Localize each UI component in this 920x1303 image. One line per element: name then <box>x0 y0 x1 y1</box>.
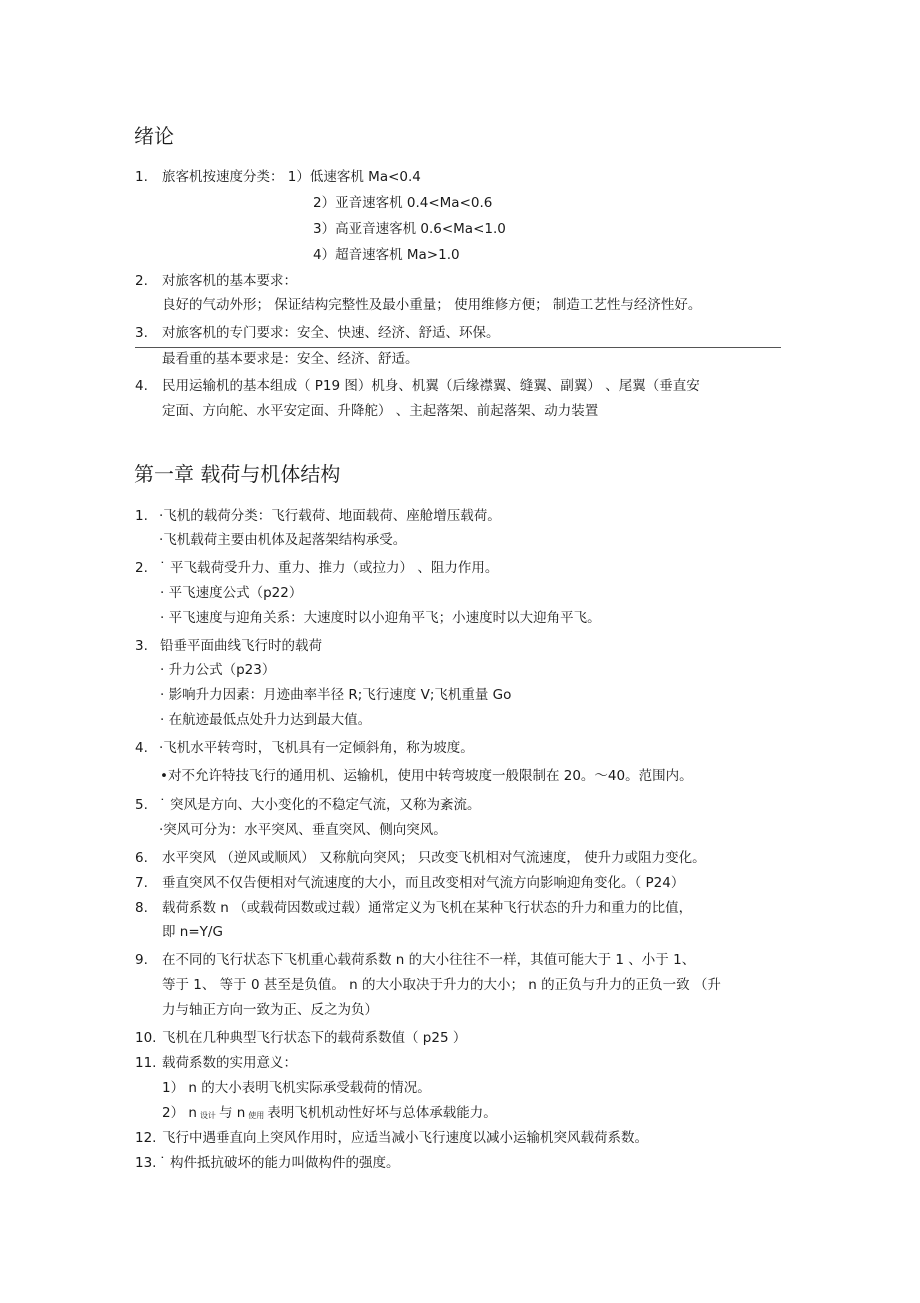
intro-item-1-sub3: 3）高亚音速客机 0.6<Ma<1.0 <box>313 221 506 237</box>
ch1-item-2-text: ˙ 平飞载荷受升力、重力、推力（或拉力） 、阻力作用。 <box>159 560 499 576</box>
intro-item-1-num: 1. <box>135 169 148 185</box>
ch1-item-11-sub2-post: 表明飞机机动性好坏与总体承载能力。 <box>267 1105 497 1121</box>
ch1-item-3-sub3: · 在航迹最低点处升力达到最大值。 <box>160 712 372 728</box>
ch1-item-11-sub2-mid: 与 n <box>218 1105 246 1121</box>
ch1-item-11-num: 11. <box>135 1055 157 1071</box>
ch1-item-9-cont2: 力与轴正方向一致为正、反之为负） <box>162 1002 378 1018</box>
ch1-item-3-num: 3. <box>135 638 148 654</box>
ch1-item-11-sub2 <box>162 1104 497 1125</box>
horizontal-rule <box>135 347 781 348</box>
ch1-item-4-sub: •对不允许特技飞行的通用机、运输机，使用中转弯坡度一般限制在 20。〜40。范围内。 <box>160 768 693 784</box>
intro-item-1-sub2: 2）亚音速客机 0.4<Ma<0.6 <box>313 195 493 211</box>
ch1-item-1-sub: ·飞机载荷主要由机体及起落架结构承受。 <box>159 532 407 548</box>
ch1-item-1-text: ·飞机的载荷分类：飞行载荷、地面载荷、座舱增压载荷。 <box>159 508 501 524</box>
intro-item-3-detail: 最看重的基本要求是：安全、经济、舒适。 <box>162 351 419 367</box>
intro-item-2-text: 对旅客机的基本要求： <box>162 273 297 289</box>
ch1-item-4-num: 4. <box>135 740 148 756</box>
intro-item-4-text: 民用运输机的基本组成（ P19 图）机身、机翼（后缘襟翼、缝翼、副翼） 、尾翼（垂直安 <box>162 378 700 394</box>
chapter1-heading: 第一章 载荷与机体结构 <box>134 462 341 486</box>
ch1-item-11-sub1: 1） n 的大小表明飞机实际承受载荷的情况。 <box>162 1080 431 1096</box>
intro-item-1-text: 旅客机按速度分类： 1）低速客机 Ma<0.4 <box>162 169 421 185</box>
ch1-item-3-sub2: · 影响升力因素：月迹曲率半径 R;飞行速度 V;飞机重量 Go <box>160 687 512 703</box>
ch1-item-10-num: 10. <box>135 1030 157 1046</box>
intro-item-3-text: 对旅客机的专门要求：安全、快速、经济、舒适、环保。 <box>162 325 500 341</box>
ch1-item-3-text: 铅垂平面曲线飞行时的载荷 <box>160 638 322 654</box>
ch1-item-8-formula: 即 n=Y/G <box>162 924 223 940</box>
ch1-item-12-num: 12. <box>135 1130 157 1146</box>
intro-item-4-cont: 定面、方向舵、水平安定面、升降舵） 、主起落架、前起落架、动力装置 <box>162 403 599 419</box>
ch1-item-11-text: 载荷系数的实用意义： <box>162 1055 297 1071</box>
ch1-item-11-sub2-pre: 2） n <box>162 1105 197 1121</box>
ch1-item-9-text: 在不同的飞行状态下飞机重心载荷系数 n 的大小往往不一样，其值可能大于 1 、小于 1、 <box>162 952 696 968</box>
ch1-item-13-text: ˙ 构件抵抗破坏的能力叫做构件的强度。 <box>159 1155 400 1171</box>
ch1-item-9-cont1: 等于 1、 等于 0 甚至是负值。 n 的大小取决于升力的大小； n 的正负与升力的正负一致 （升 <box>162 977 721 993</box>
ch1-item-7-num: 7. <box>135 875 148 891</box>
intro-item-2-num: 2. <box>135 273 148 289</box>
ch1-item-1-num: 1. <box>135 508 148 524</box>
ch1-item-5-sub: ·突风可分为：水平突风、垂直突风、侧向突风。 <box>159 822 447 838</box>
intro-item-4-num: 4. <box>135 378 148 394</box>
intro-item-1-sub4: 4）超音速客机 Ma>1.0 <box>313 247 460 263</box>
ch1-item-2-sub2: · 平飞速度与迎角关系：大速度时以小迎角平飞；小速度时以大迎角平飞。 <box>160 610 601 626</box>
ch1-item-8-num: 8. <box>135 900 148 916</box>
ch1-item-3-sub1: · 升力公式（p23） <box>160 662 276 678</box>
subscript-design: 设计 <box>199 1111 216 1120</box>
ch1-item-8-text: 载荷系数 n （或载荷因数或过载）通常定义为飞机在某种飞行状态的升力和重力的比值， <box>162 900 693 916</box>
ch1-item-4-text: ·飞机水平转弯时，飞机具有一定倾斜角，称为坡度。 <box>159 740 474 756</box>
ch1-item-12-text: 飞行中遇垂直向上突风作用时，应适当减小飞行速度以减小运输机突风载荷系数。 <box>162 1130 648 1146</box>
ch1-item-7-text: 垂直突风不仅告便相对气流速度的大小，而且改变相对气流方向影响迎角变化。（ P24） <box>162 875 685 891</box>
ch1-item-6-num: 6. <box>135 850 148 866</box>
ch1-item-6-text: 水平突风 （逆风或顺风） 又称航向突风； 只改变飞机相对气流速度， 使升力或阻力变化。 <box>162 850 706 866</box>
intro-item-2-detail: 良好的气动外形； 保证结构完整性及最小重量； 使用维修方便； 制造工艺性与经济性好。 <box>162 297 702 313</box>
ch1-item-9-num: 9. <box>135 952 148 968</box>
ch1-item-5-num: 5. <box>135 797 148 813</box>
intro-item-3-num: 3. <box>135 325 148 341</box>
ch1-item-2-sub1: · 平飞速度公式（p22） <box>160 585 303 601</box>
subscript-use: 使用 <box>248 1111 265 1120</box>
ch1-item-10-text: 飞机在几种典型飞行状态下的载荷系数值（ p25 ） <box>162 1030 467 1046</box>
ch1-item-13-num: 13. <box>135 1155 157 1171</box>
ch1-item-5-text: ˙ 突风是方向、大小变化的不稳定气流，又称为紊流。 <box>159 797 481 813</box>
ch1-item-2-num: 2. <box>135 560 148 576</box>
intro-heading: 绪论 <box>134 124 174 148</box>
